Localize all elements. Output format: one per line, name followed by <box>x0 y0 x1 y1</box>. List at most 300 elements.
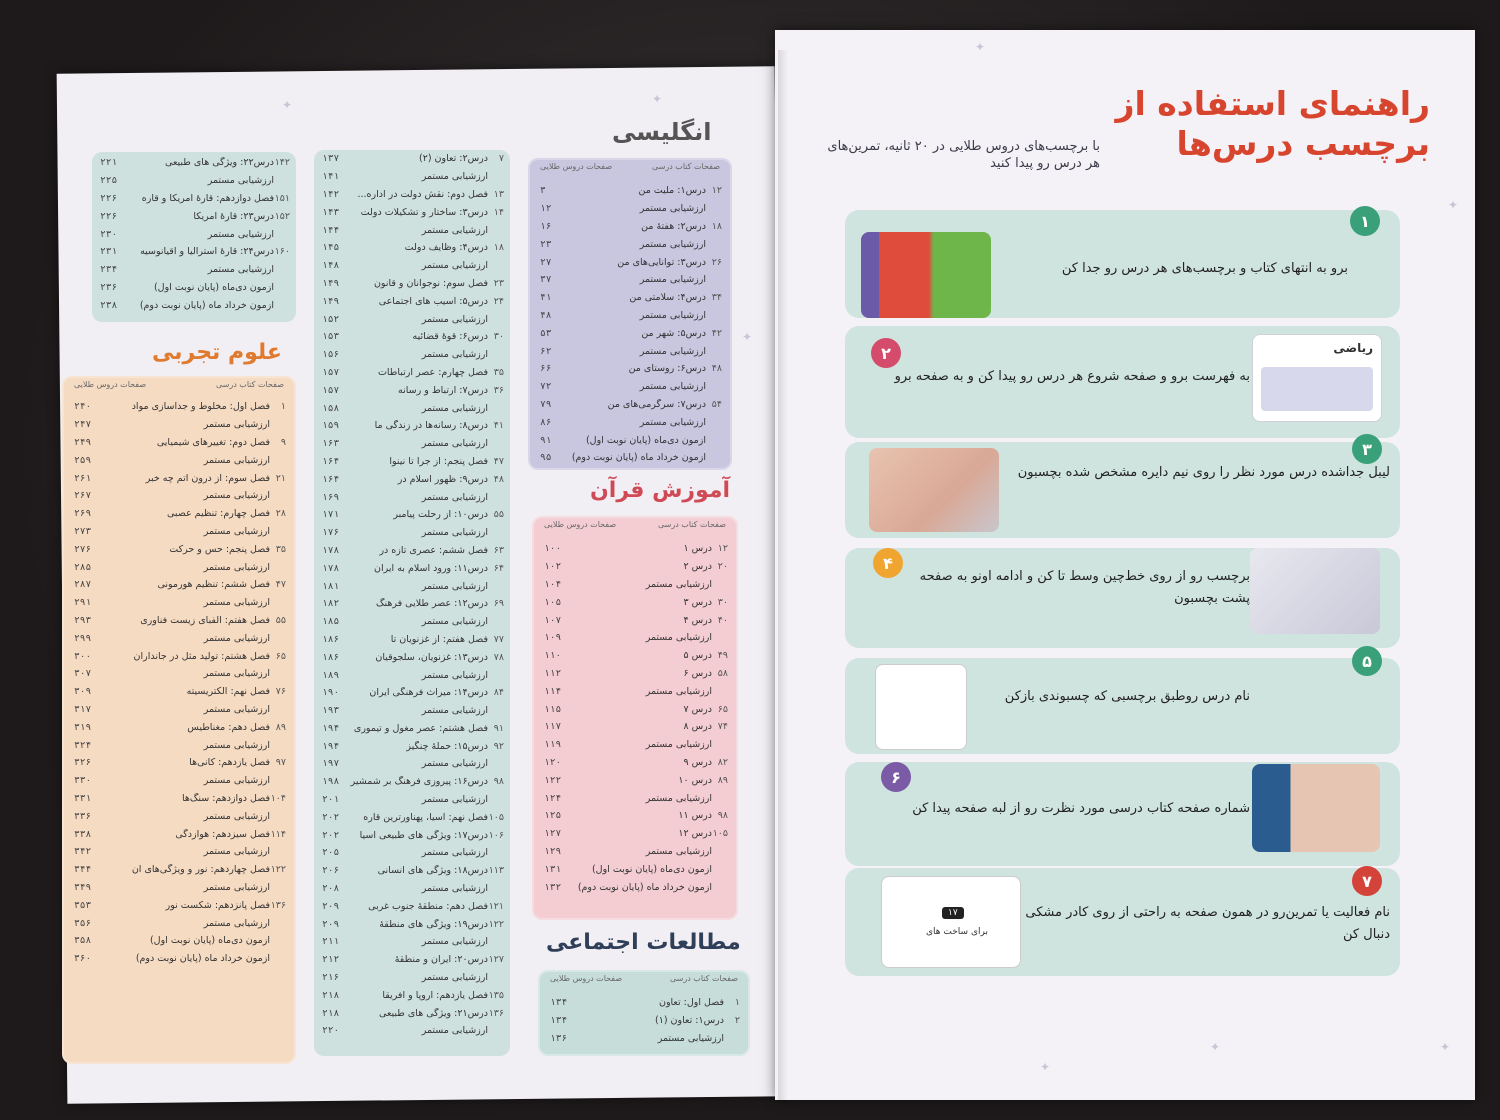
table-row <box>68 807 290 825</box>
row-golden-page: ۱۳۴ <box>550 997 568 1009</box>
star-icon: ✦ <box>1040 1060 1051 1074</box>
row-book-page: ۳۵ <box>493 366 504 378</box>
row-golden-page: ۲۲۱ <box>100 157 118 169</box>
table-row <box>316 453 508 471</box>
row-book-page: ۴۰ <box>717 614 728 626</box>
row-golden-page: ۲۳ <box>540 238 552 250</box>
row-golden-page: ۲۸۵ <box>74 561 92 573</box>
row-book-page: ۱ <box>280 401 286 413</box>
row-book-page: ۳۰ <box>493 331 504 343</box>
row-golden-page: ۸۶ <box>540 416 552 428</box>
table-row <box>534 342 726 360</box>
step-5-card <box>845 651 1400 754</box>
step-number-badge: ۶ <box>881 762 911 792</box>
row-book-page: ۸۲ <box>717 756 728 768</box>
row-golden-page: ۷۹ <box>540 398 552 410</box>
row-golden-page: ۱۶۹ <box>322 491 340 503</box>
header-golden-pages: صفحات دروس طلایی <box>74 380 147 389</box>
table-row <box>538 843 732 861</box>
table-row <box>538 700 732 718</box>
row-title: ارزشیابی مستمر <box>203 703 270 715</box>
table-row <box>68 487 290 505</box>
table-row <box>68 505 290 523</box>
table-row <box>538 665 732 683</box>
row-golden-page: ۱۸۹ <box>322 669 340 681</box>
row-title: ارزشیابی مستمر <box>421 349 488 361</box>
english-rows <box>534 182 726 467</box>
row-book-page: ۳۴ <box>711 292 722 304</box>
guide-title-line1: راهنمای استفاده از <box>1115 84 1430 123</box>
row-golden-page: ۲۰۵ <box>322 847 340 859</box>
table-row <box>68 754 290 772</box>
table-row <box>316 542 508 560</box>
quran-title: آموزش قرآن <box>590 478 731 503</box>
row-title: درس۱۴: میراث فرهنگی ایران <box>369 687 488 699</box>
row-title: ارزشیابی مستمر <box>639 309 706 321</box>
row-title: فصل دوم: نقش دولت در اداره... <box>357 188 488 200</box>
table-row <box>316 862 508 880</box>
table-row <box>316 221 508 239</box>
row-book-page: ۱۸ <box>711 220 722 232</box>
table-row <box>316 399 508 417</box>
table-row <box>68 861 290 879</box>
table-row <box>534 449 726 467</box>
row-golden-page: ۱۴۱ <box>322 171 340 183</box>
row-golden-page: ۱۳۶ <box>550 1032 568 1044</box>
row-title: فصل ششم: عصری تازه در <box>379 544 488 556</box>
row-book-page: ۴۷ <box>493 455 504 467</box>
row-book-page: ۶۵ <box>717 703 728 715</box>
row-title: ارزشیابی مستمر <box>203 881 270 893</box>
table-row <box>68 683 290 701</box>
table-row <box>316 737 508 755</box>
row-golden-page: ۱۲۲ <box>544 774 562 786</box>
row-golden-page: ۳۳۰ <box>74 775 92 787</box>
row-title: درس۱۵: حملهٔ چنگیز <box>406 740 488 752</box>
row-golden-page: ۷۲ <box>540 381 552 393</box>
row-title: ارزشیابی مستمر <box>421 883 488 895</box>
table-row <box>316 986 508 1004</box>
row-golden-page: ۱۲۷ <box>544 828 562 840</box>
row-golden-page: ۲۷۳ <box>74 525 92 537</box>
row-book-page: ۵۵ <box>493 509 504 521</box>
table-row <box>316 648 508 666</box>
row-book-page: ۱ <box>734 997 740 1009</box>
social-table <box>538 970 750 1056</box>
table-row <box>94 296 294 314</box>
table-row <box>534 360 726 378</box>
row-title: آزمون دی‌ماه (پایان نوبت اول) <box>591 863 712 875</box>
social-end-table <box>92 152 296 322</box>
row-title: درس۱۳: غزنویان، سلجوقیان <box>375 651 488 663</box>
english-title: انگلیسی <box>612 118 712 146</box>
table-row <box>94 172 294 190</box>
table-row <box>538 878 732 896</box>
table-row <box>538 593 732 611</box>
table-row <box>316 666 508 684</box>
row-book-page: ۵۴ <box>711 398 722 410</box>
row-golden-page: ۲۰۸ <box>322 883 340 895</box>
row-book-page: ۲۶ <box>711 256 722 268</box>
row-book-page: ۹ <box>280 436 286 448</box>
row-title: ارزشیابی مستمر <box>645 578 712 590</box>
table-row <box>68 879 290 897</box>
science-table <box>62 376 296 1064</box>
row-title: درس ۱۲ <box>678 828 712 840</box>
row-title: ارزشیابی مستمر <box>421 527 488 539</box>
row-golden-page: ۳۴۹ <box>74 881 92 893</box>
row-title: ارزشیابی مستمر <box>645 632 712 644</box>
quran-table-header <box>534 518 736 531</box>
row-golden-page: ۳۵۶ <box>74 917 92 929</box>
row-golden-page: ۲۱۸ <box>322 989 340 1001</box>
row-book-page: ۶۴ <box>493 562 504 574</box>
row-title: فصل دوازدهم: قارهٔ آمریکا و قاره <box>141 192 274 204</box>
row-book-page: ۵۸ <box>717 667 728 679</box>
row-title: ارزشیابی مستمر <box>645 685 712 697</box>
row-title: فصل هشتم: تولید مثل در جانداران <box>133 650 270 662</box>
row-title: درس ۵ <box>683 650 712 662</box>
social-end-rows <box>94 154 294 314</box>
guide-subtitle: با برچسب‌های دروس طلایی در ۲۰ ثانیه، تمرین‌های هر درس رو پیدا کنید <box>827 139 1100 171</box>
table-row <box>68 594 290 612</box>
row-title: آزمون خرداد ماه (پایان نوبت دوم) <box>139 299 274 311</box>
row-book-page: ۶۳ <box>493 544 504 556</box>
row-title: ارزشیابی مستمر <box>203 810 270 822</box>
row-title: فصل اول: تعاون <box>658 997 724 1009</box>
row-title: ارزشیابی مستمر <box>203 561 270 573</box>
row-golden-page: ۱۳۱ <box>544 863 562 875</box>
row-title: درس۴: وظایف دولت <box>404 242 488 254</box>
row-book-page: ۲۸ <box>275 508 286 520</box>
table-row <box>316 1004 508 1022</box>
table-row <box>316 364 508 382</box>
row-golden-page: ۳۲۴ <box>74 739 92 751</box>
row-golden-page: ۲۰۲ <box>322 811 340 823</box>
row-title: فصل پانزدهم: شکست نور <box>165 899 270 911</box>
row-title: درس۶: قوهٔ قضائیه <box>412 331 488 343</box>
row-golden-page: ۱۵۹ <box>322 420 340 432</box>
row-title: آزمون دی‌ماه (پایان نوبت اول) <box>585 434 706 446</box>
row-golden-page: ۱۶ <box>540 220 552 232</box>
row-title: ارزشیابی مستمر <box>421 171 488 183</box>
row-title: آزمون خرداد ماه (پایان نوبت دوم) <box>571 452 706 464</box>
table-row <box>316 933 508 951</box>
row-title: ارزشیابی مستمر <box>639 238 706 250</box>
row-title: درس۹: ظهور اسلام در <box>397 473 488 485</box>
row-golden-page: ۳۶۰ <box>74 953 92 965</box>
row-title: آزمون خرداد ماه (پایان نوبت دوم) <box>135 953 270 965</box>
table-row <box>68 914 290 932</box>
step-7-card <box>845 868 1400 976</box>
row-title: ارزشیابی مستمر <box>421 224 488 236</box>
star-icon: ✦ <box>1210 1040 1221 1054</box>
row-book-page: ۱۰۶ <box>488 829 504 841</box>
row-title: ارزشیابی مستمر <box>203 597 270 609</box>
table-row <box>534 182 726 200</box>
table-row <box>68 647 290 665</box>
row-book-page: ۱۲۱ <box>488 900 504 912</box>
table-row <box>538 736 732 754</box>
row-title: ارزشیابی مستمر <box>421 972 488 984</box>
row-title: درس ۳ <box>683 596 712 608</box>
row-title: ارزشیابی مستمر <box>645 792 712 804</box>
row-title: ارزشیابی مستمر <box>639 416 706 428</box>
table-row <box>538 540 732 558</box>
row-book-page: ۴۱ <box>493 420 504 432</box>
row-book-page: ۲۴ <box>493 295 504 307</box>
guide-title <box>1116 84 1431 164</box>
row-book-page: ۷۴ <box>717 721 728 733</box>
row-golden-page: ۱۹۸ <box>322 776 340 788</box>
row-title: ارزشیابی مستمر <box>421 794 488 806</box>
social-table-header <box>540 972 748 985</box>
table-row <box>68 398 290 416</box>
row-golden-page: ۱۴۴ <box>322 224 340 236</box>
table-row <box>68 665 290 683</box>
table-row <box>316 257 508 275</box>
row-book-page: ۱۱۳ <box>488 865 504 877</box>
table-row <box>538 789 732 807</box>
row-title: فصل یازدهم: کانی‌ها <box>189 757 270 769</box>
table-row <box>538 558 732 576</box>
table-row <box>534 413 726 431</box>
table-row <box>316 506 508 524</box>
row-book-page: ۱۱۴ <box>270 828 286 840</box>
table-row <box>538 682 732 700</box>
row-golden-page: ۱۷۸ <box>322 544 340 556</box>
row-golden-page: ۲۶۷ <box>74 490 92 502</box>
row-golden-page: ۲۱۶ <box>322 972 340 984</box>
row-book-page: ۱۳۶ <box>270 899 286 911</box>
row-title: درس۲: تعاون (۲) <box>419 153 488 165</box>
row-golden-page: ۱۲۹ <box>544 845 562 857</box>
step-3-card <box>845 439 1400 538</box>
table-row <box>534 253 726 271</box>
row-title: درس۱۱: ورود اسلام به ایران <box>374 562 488 574</box>
table-row <box>316 613 508 631</box>
row-title: ارزشیابی مستمر <box>657 1032 724 1044</box>
row-title: درس ۱۰ <box>678 774 712 786</box>
row-title: آزمون دی‌ماه (پایان نوبت اول) <box>153 281 274 293</box>
row-title: فصل سیزدهم: هوازدگی <box>175 828 270 840</box>
table-row <box>68 896 290 914</box>
row-golden-page: ۱۱۴ <box>544 685 562 697</box>
row-book-page: ۴۸ <box>493 473 504 485</box>
row-title: درس۲۰: ایران و منطقهٔ <box>394 954 488 966</box>
row-book-page: ۱۲ <box>717 543 728 555</box>
social-rows <box>544 994 744 1047</box>
row-golden-page: ۱۳۲ <box>544 881 562 893</box>
row-book-page: ۷۷ <box>493 633 504 645</box>
row-golden-page: ۳۳۱ <box>74 792 92 804</box>
table-row <box>316 915 508 933</box>
fold-sticker-image <box>1250 548 1380 634</box>
step-text: به فهرست برو و صفحه شروع هر درس رو پیدا کن و به صفحه برو <box>894 369 1250 384</box>
table-row <box>316 203 508 221</box>
row-title: درس۱: ملیت من <box>638 185 706 197</box>
hand-sticker-image <box>869 448 999 532</box>
table-row <box>538 647 732 665</box>
table-row <box>316 755 508 773</box>
step-text: برو به انتهای کتاب و برچسب‌های هر درس رو جدا کن <box>1061 261 1348 276</box>
row-golden-page: ۱۶۳ <box>322 438 340 450</box>
row-book-page: ۱۳ <box>493 188 504 200</box>
row-golden-page: ۹۵ <box>540 452 552 464</box>
table-row <box>94 190 294 208</box>
row-golden-page: ۱۰۵ <box>544 596 562 608</box>
row-golden-page: ۱۴۳ <box>322 206 340 218</box>
row-book-page: ۱۰۵ <box>488 811 504 823</box>
row-title: درس۸: رسانه‌ها در زندگی ما <box>374 420 488 432</box>
row-golden-page: ۳۰۷ <box>74 668 92 680</box>
row-golden-page: ۱۲۰ <box>544 756 562 768</box>
table-row <box>94 261 294 279</box>
row-golden-page: ۱۴۲ <box>322 188 340 200</box>
row-title: درس۱۶: پیروزی فرهنگ بر شمشیر <box>350 776 488 788</box>
row-golden-page: ۳۱۹ <box>74 721 92 733</box>
row-golden-page: ۱۸۲ <box>322 598 340 610</box>
table-row <box>316 346 508 364</box>
row-golden-page: ۱۶۴ <box>322 455 340 467</box>
row-title: ارزشیابی مستمر <box>639 381 706 393</box>
table-row <box>68 540 290 558</box>
row-golden-page: ۳۰۹ <box>74 686 92 698</box>
table-row <box>316 435 508 453</box>
row-golden-page: ۲۱۱ <box>322 936 340 948</box>
header-book-pages: صفحات کتاب درسی <box>657 520 726 529</box>
row-title: درس۵: آسیب های اجتماعی <box>378 295 488 307</box>
row-book-page: ۱۵۱ <box>274 192 290 204</box>
table-row <box>68 416 290 434</box>
row-title: ارزشیابی مستمر <box>421 438 488 450</box>
row-book-page: ۱۸ <box>493 242 504 254</box>
activity-caption: برای ساخت های <box>926 927 988 937</box>
row-title: درس۲۲: ویژگی های طبیعی <box>165 157 274 169</box>
row-golden-page: ۶۲ <box>540 345 552 357</box>
row-golden-page: ۲۳۴ <box>100 264 118 276</box>
row-golden-page: ۲۲۵ <box>100 175 118 187</box>
row-title: فصل سوم: نوجوانان و قانون <box>373 277 488 289</box>
row-title: فصل دوازدهم: سنگ‌ها <box>181 792 270 804</box>
star-icon: ✦ <box>282 98 293 112</box>
row-golden-page: ۱۳۴ <box>550 1015 568 1027</box>
row-golden-page: ۳۳۸ <box>74 828 92 840</box>
row-golden-page: ۱۴۸ <box>322 260 340 272</box>
table-row <box>534 289 726 307</box>
star-icon: ✦ <box>1448 198 1459 212</box>
row-title: فصل پنجم: حس و حرکت <box>169 543 270 555</box>
row-book-page: ۶۹ <box>493 598 504 610</box>
table-row <box>68 718 290 736</box>
row-title: فصل دهم: منطقهٔ جنوب غربی <box>368 900 488 912</box>
row-title: درس۲۱: ویژگی های طبیعی <box>379 1007 488 1019</box>
header-book-pages: صفحات کتاب درسی <box>651 162 720 171</box>
star-icon: ✦ <box>652 92 663 106</box>
row-title: درس ۲ <box>683 561 712 573</box>
step-text: لیبل جداشده درس مورد نظر را روی نیم دایره مشخص شده بچسبون <box>1017 465 1390 480</box>
row-golden-page: ۱۲ <box>540 203 552 215</box>
table-row <box>316 969 508 987</box>
row-title: ارزشیابی مستمر <box>203 917 270 929</box>
step-text: برچسب رو از روی خط‌چین وسط تا کن و ادامه اونو به صفحه پشت بچسبون <box>919 569 1250 606</box>
row-book-page: ۱۲۲ <box>270 864 286 876</box>
row-title: درس۶: روستای من <box>628 363 706 375</box>
row-title: ارزشیابی مستمر <box>645 739 712 751</box>
table-row <box>534 200 726 218</box>
table-row <box>68 612 290 630</box>
row-golden-page: ۲۰۱ <box>322 794 340 806</box>
row-title: آزمون دی‌ماه (پایان نوبت اول) <box>149 935 270 947</box>
row-golden-page: ۶۶ <box>540 363 552 375</box>
row-title: درس ۹ <box>683 756 712 768</box>
row-title: درس ۱۱ <box>678 810 712 822</box>
guide-title-line2: برچسب درس‌ها <box>1176 124 1430 163</box>
row-golden-page: ۲۰۹ <box>322 918 340 930</box>
row-title: درس ۸ <box>683 721 712 733</box>
row-golden-page: ۱۲۴ <box>544 792 562 804</box>
row-book-page: ۹۱ <box>493 722 504 734</box>
row-golden-page: ۱۵۳ <box>322 331 340 343</box>
step-number-badge: ۲ <box>871 338 901 368</box>
row-book-page: ۲۱ <box>275 472 286 484</box>
row-title: فصل هشتم: عصر مغول و تیموری <box>353 722 488 734</box>
table-row <box>316 880 508 898</box>
thumb-subject-label: ریاضی <box>1333 341 1373 355</box>
table-row <box>538 754 732 772</box>
row-golden-page: ۲۸۷ <box>74 579 92 591</box>
row-book-page: ۳۰ <box>717 596 728 608</box>
row-golden-page: ۱۸۱ <box>322 580 340 592</box>
row-title: ارزشیابی مستمر <box>203 739 270 751</box>
row-title: فصل نهم: الکتریسیته <box>186 686 270 698</box>
table-row <box>316 826 508 844</box>
row-golden-page: ۲۵۹ <box>74 454 92 466</box>
row-title: آزمون خرداد ماه (پایان نوبت دوم) <box>577 881 712 893</box>
row-golden-page: ۲۳۶ <box>100 281 118 293</box>
row-book-page: ۹۸ <box>717 810 728 822</box>
row-title: فصل پنجم: از جرا تا نینوا <box>389 455 488 467</box>
table-row <box>534 235 726 253</box>
table-row <box>316 328 508 346</box>
table-row <box>68 932 290 950</box>
row-golden-page: ۲۴۷ <box>74 419 92 431</box>
table-row <box>534 431 726 449</box>
row-book-page: ۵۵ <box>275 614 286 626</box>
row-book-page: ۱۳۶ <box>488 1007 504 1019</box>
header-book-pages: صفحات کتاب درسی <box>215 380 284 389</box>
row-title: درس۴: سلامتی من <box>629 292 706 304</box>
row-golden-page: ۱۴۹ <box>322 295 340 307</box>
table-row <box>316 292 508 310</box>
row-golden-page: ۱۹۴ <box>322 740 340 752</box>
row-book-page: ۱۰۵ <box>712 828 728 840</box>
header-golden-pages: صفحات دروس طلایی <box>544 520 617 529</box>
row-book-page: ۷ <box>498 153 504 165</box>
table-row <box>544 994 744 1012</box>
table-row <box>538 771 732 789</box>
row-title: ارزشیابی مستمر <box>421 936 488 948</box>
row-title: فصل سوم: از درون اتم چه خبر <box>145 472 270 484</box>
table-row <box>316 897 508 915</box>
row-golden-page: ۳۵۳ <box>74 899 92 911</box>
row-golden-page: ۱۸۶ <box>322 651 340 663</box>
row-title: فصل چهاردهم: نور و ویژگی‌های آن <box>131 864 270 876</box>
table-row <box>94 243 294 261</box>
row-book-page: ۲۳ <box>493 277 504 289</box>
row-title: فصل چهارم: تنظیم عصبی <box>166 508 270 520</box>
row-golden-page: ۱۲۵ <box>544 810 562 822</box>
